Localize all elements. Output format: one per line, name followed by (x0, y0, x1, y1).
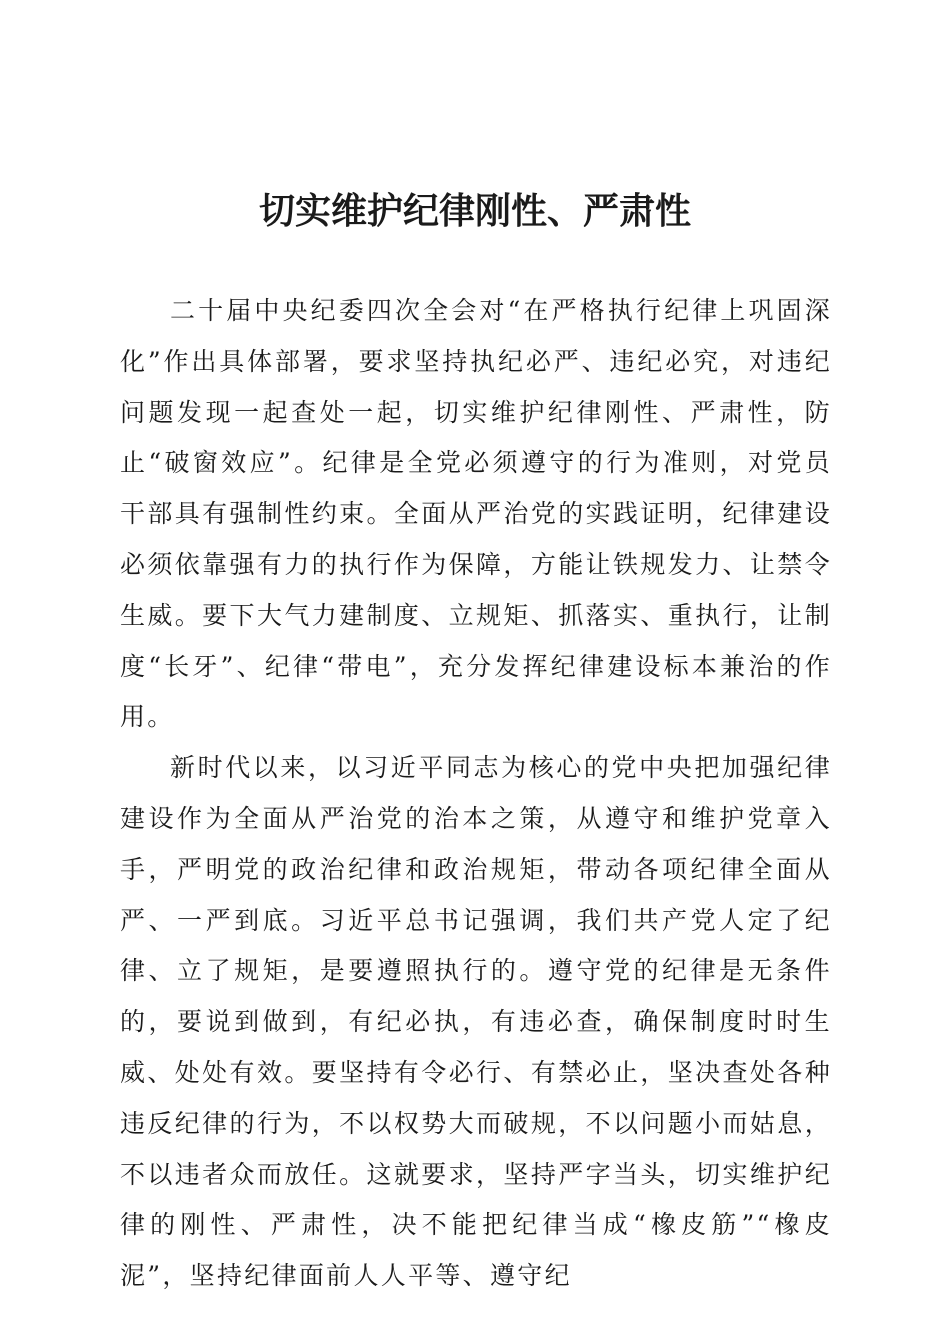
paragraph-1: 二十届中央纪委四次全会对“在严格执行纪律上巩固深化”作出具体部署，要求坚持执纪必严、违纪必究，对违纪问题发现一起查处一起，切实维护纪律刚性、严肃性，防止“破窗效应”。纪律是全党必须遵守的行为准则，对党员干部具有强制性约束。全面从严治党的实践证明，纪律建设必须依靠强有力的执行作为保障，方能让铁规发力、让禁令生威。要下大气力建制度、立规矩、抓落实、重执行，让制度“长牙”、纪律“带电”，充分发挥纪律建设标本兼治的作用。 (120, 296, 832, 732)
paragraph-2: 新时代以来，以习近平同志为核心的党中央把加强纪律建设作为全面从严治党的治本之策，从遵守和维护党章入手，严明党的政治纪律和政治规矩，带动各项纪律全面从严、一严到底。习近平总书记强调，我们共产党人定了纪律、立了规矩，是要遵照执行的。遵守党的纪律是无条件的，要说到做到，有纪必执，有违必查，确保制度时时生威、处处有效。要坚持有令必行、有禁必止，坚决查处各种违反纪律的行为，不以权势大而破规，不以问题小而姑息，不以违者众而放任。这就要求，坚持严字当头，切实维护纪律的刚性、严肃性，决不能把纪律当成“橡皮筋”“橡皮泥”，坚持纪律面前人人平等、遵守纪 (120, 753, 832, 1291)
document-title: 切实维护纪律刚性、严肃性 (258, 190, 691, 232)
document-body (120, 286, 832, 1302)
